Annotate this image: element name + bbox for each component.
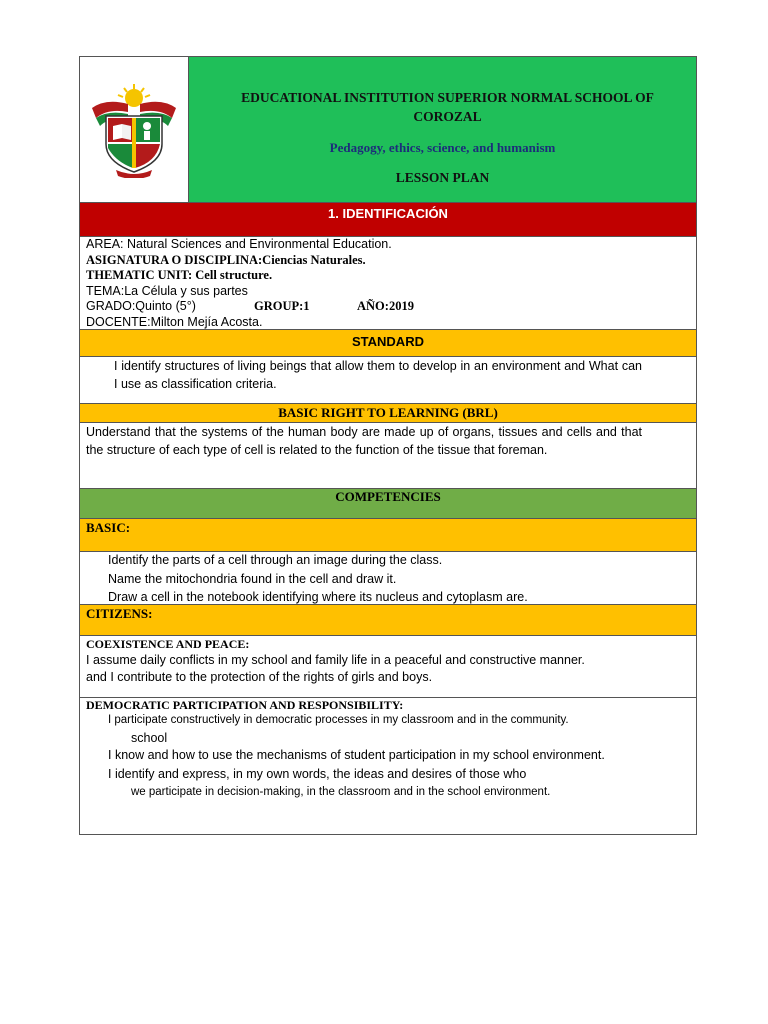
asignatura-line: ASIGNATURA O DISCIPLINA:Ciencias Naturales. [86, 252, 366, 267]
list-item: Name the mitochondria found in the cell and draw it. [108, 571, 397, 586]
list-item: I identify and express, in my own words, the ideas and desires of those who [108, 766, 527, 781]
group-text: GROUP:1 [254, 299, 310, 313]
thematic-unit-line: THEMATIC UNIT: Cell structure. [86, 268, 273, 282]
document-header [80, 57, 696, 203]
list-item: Identify the parts of a cell through an image during the class. [108, 553, 443, 567]
document-type-title: LESSON PLAN [395, 170, 490, 185]
list-item: I know and how to use the mechanisms of student participation in my school environment. [108, 748, 605, 762]
list-item: Draw a cell in the notebook identifying where its nucleus and cytoplasm are. [108, 590, 528, 604]
coexistence-line: and I contribute to the protection of the rights of girls and boys. [86, 670, 433, 684]
area-line: AREA: Natural Sciences and Environmental Education. [86, 237, 392, 251]
coexistence-section [80, 637, 696, 698]
competencies-heading: COMPETENCIES [80, 489, 696, 519]
identification-section [80, 237, 696, 330]
docente-line: DOCENTE:Milton Mejía Acosta. [86, 314, 263, 329]
tema-line: TEMA:La Célula y sus partes [86, 283, 248, 298]
header-title-cell [189, 57, 696, 202]
grado-group-year-line [86, 299, 690, 315]
list-item: I participate constructively in democratic processes in my classroom and in the community. [108, 714, 569, 726]
crest-icon [86, 82, 182, 178]
basic-heading: BASIC: [80, 519, 696, 552]
identification-heading: 1. IDENTIFICACIÓN [80, 203, 696, 237]
democratic-heading: DEMOCRATIC PARTICIPATION AND RESPONSIBILITY: [86, 698, 404, 712]
citizens-heading: CITIZENS: [80, 605, 696, 636]
brl-text: Understand that the systems of the human body are made up of organs, tissues and cells and that the structure of each type of cell is related to the function of the tissue that foreman. [80, 423, 696, 489]
basic-competencies-list [80, 552, 696, 605]
standard-heading: STANDARD [80, 330, 696, 357]
list-item-continuation: school [131, 730, 168, 745]
school-crest-logo [80, 57, 189, 202]
institution-name: EDUCATIONAL INSTITUTION SUPERIOR NORMAL SCHOOL OF COROZAL [241, 90, 654, 124]
brl-heading: BASIC RIGHT TO LEARNING (BRL) [80, 404, 696, 423]
coexistence-line: I assume daily conflicts in my school and family life in a peaceful and constructive manner. [86, 653, 585, 667]
coexistence-heading: COEXISTENCE AND PEACE: [86, 637, 250, 651]
democratic-section [80, 698, 696, 834]
list-item-continuation: we participate in decision-making, in the classroom and in the school environment. [131, 786, 551, 798]
lesson-plan-document [79, 56, 697, 835]
year-text: AÑO:2019 [357, 299, 414, 313]
institution-motto: Pedagogy, ethics, science, and humanism [329, 140, 556, 155]
standard-text: I identify structures of living beings that allow them to develop in an environment and What can I use as classification criteria. [80, 357, 696, 404]
grado-text: GRADO:Quinto (5°) [86, 299, 196, 313]
